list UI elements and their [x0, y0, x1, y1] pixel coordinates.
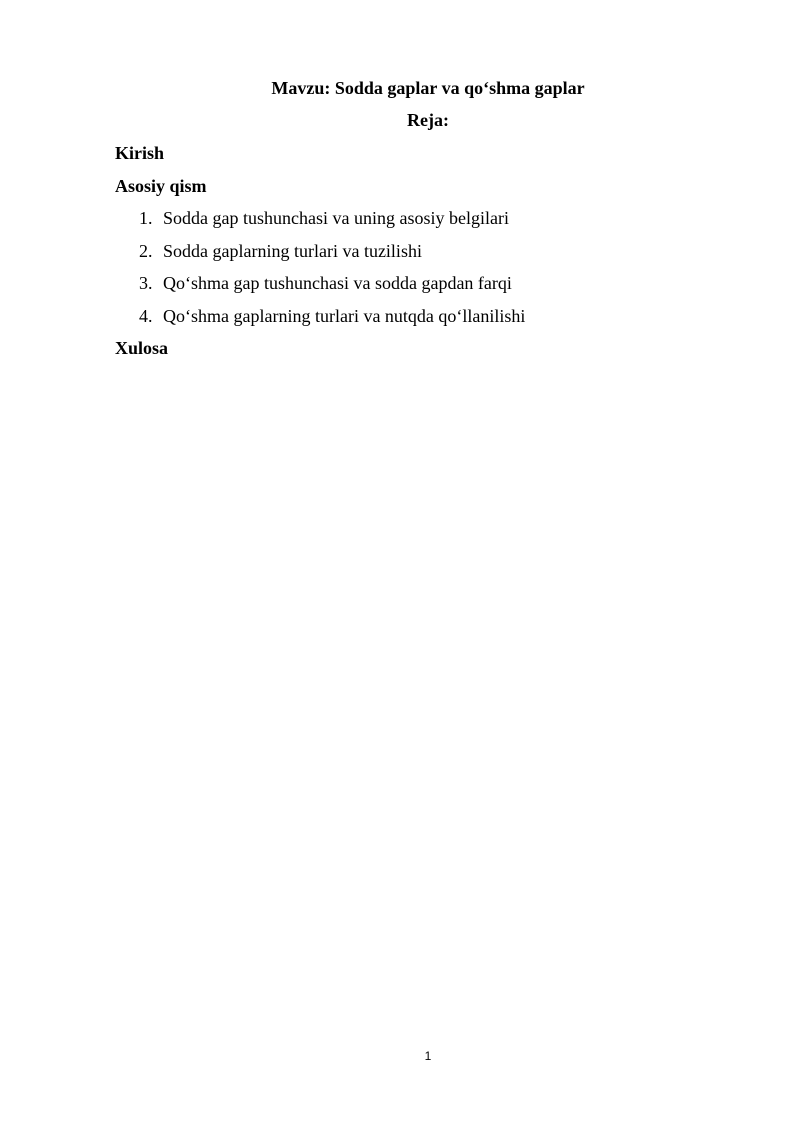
list-item-number: 4.	[139, 305, 153, 326]
list-item-number: 2.	[139, 240, 153, 261]
list-item-number: 1.	[139, 208, 153, 228]
conclusion-heading: Xulosa	[115, 338, 169, 358]
list-item-text: Qo‘shma gaplarning turlari va nutqda qo‘llanilishi	[163, 305, 526, 326]
document-title: Mavzu: Sodda gaplar va qo‘shma gaplar	[271, 78, 585, 98]
main-part-heading: Asosiy qism	[115, 176, 207, 196]
plan-heading: Reja:	[407, 110, 449, 130]
list-item-text: Sodda gaplarning turlari va tuzilishi	[163, 240, 422, 261]
list-item-text: Qo‘shma gap tushunchasi va sodda gapdan farqi	[163, 273, 512, 293]
list-item-number: 3.	[139, 273, 153, 293]
intro-heading: Kirish	[115, 143, 165, 163]
page-number: 1	[424, 1049, 432, 1063]
list-item-text: Sodda gap tushunchasi va uning asosiy belgilari	[163, 208, 509, 228]
